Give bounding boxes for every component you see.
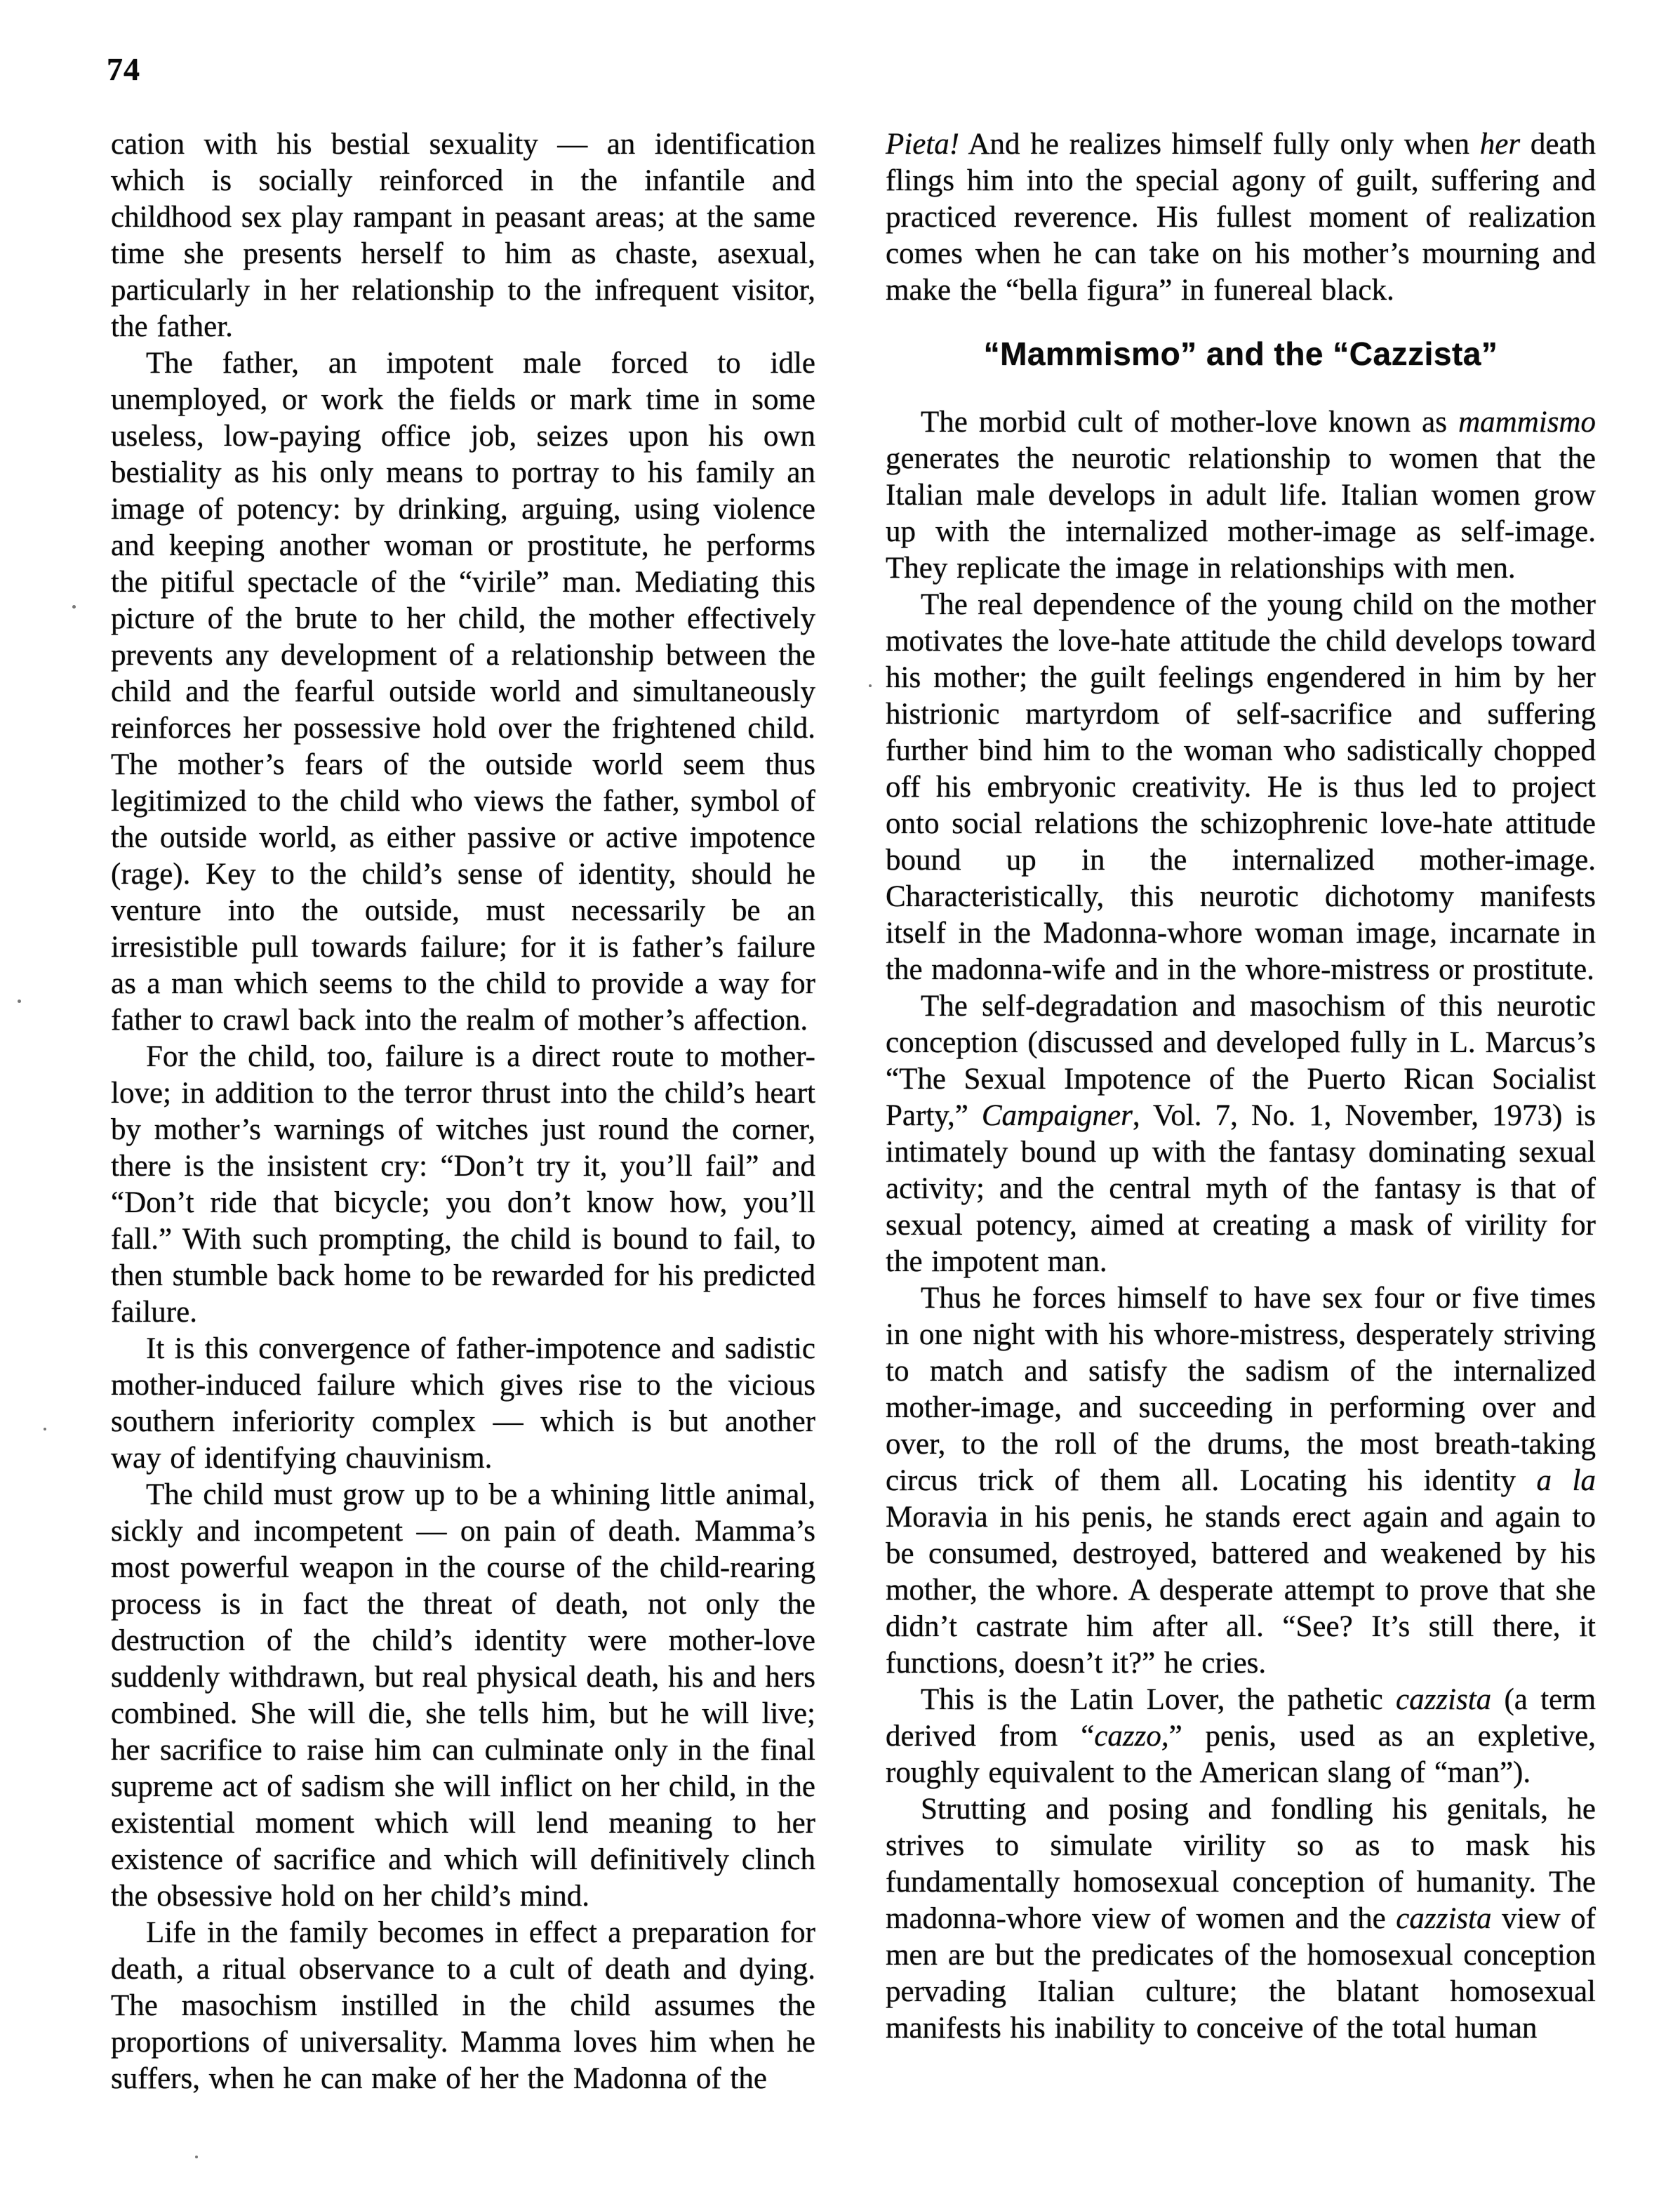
page-number: 74 (107, 51, 140, 87)
paragraph: The morbid cult of mother-love known as mammismo generates the neurotic relationship to women that the Italian male develops in adult life. Italian women grow up with the internalized mother-image as self-image. They replicate the image in relationships with men. (886, 406, 1596, 585)
paragraph: This is the Latin Lover, the pathetic cazzista (a term derived from “cazzo,” penis, used as an expletive, roughly equivalent to the American slang of “man”). (886, 1683, 1596, 1789)
paragraph: The father, an impotent male forced to idle unemployed, or work the fields or mark time in some useless, low-paying office job, seizes upon his own bestiality as his only means to portray to his family an image of potency: by drinking, arguing, using violence and keeping another woman or prostitute, he performs the pitiful spectacle of the “virile” man. Mediating this picture of the brute to her child, the mother effectively prevents any development of a relationship between the child and the fearful outside world and simultaneously reinforces her possessive hold over the frightened child. The mother’s fears of the outside world seem thus legitimized to the child who views the father, symbol of the outside world, as either passive or active impotence (rage). Key to the child’s sense of identity, should he venture into the outside, must necessarily be an irresistible pull towards failure; for it is father’s failure as a man which seems to the child to provide a way for father to crawl back into the realm of mother’s affection. (111, 347, 815, 1037)
paragraph: The real dependence of the young child on the mother motivates the love-hate attitude the child develops toward his mother; the guilt feelings engendered in him by her histrionic martyrdom of self-sacrifice and suffering further bind him to the woman who sadistically chopped off his embryonic creativity. He is thus led to project onto social relations the schizophrenic love-hate attitude bound up in the internalized mother-image. Characteristically, this neurotic dichotomy manifests itself in the Madonna-whore woman image, incarnate in the madonna-wife and in the whore-mistress or prostitute. (886, 588, 1596, 986)
scan-speckle (869, 684, 872, 687)
paragraph: It is this convergence of father-impotence and sadistic mother-induced failure which gives rise to the vicious southern inferiority complex — which is but another way of identifying chauvinism. (111, 1332, 815, 1475)
paragraph: Pieta! And he realizes himself fully only when her death flings him into the special agony of guilt, suffering and practiced reverence. His fullest moment of realization comes when he can take on his mother’s mourning and make the “bella figura” in funereal black. (886, 128, 1596, 307)
section-heading: “Mammismo” and the “Cazzista” (983, 336, 1498, 372)
scan-speckle (195, 2156, 198, 2158)
paragraph: Strutting and posing and fondling his genitals, he strives to simulate virility so as to mask his fundamentally homosexual conception of humanity. The madonna-whore view of women and the cazzista view of men are but the predicates of the homosexual conception pervading Italian culture; the blatant homosexual manifests his inability to conceive of the total human (886, 1793, 1596, 2045)
paragraph: The self-degradation and masochism of this neurotic conception (discussed and developed fully in L. Marcus’s “The Sexual Impotence of the Puerto Rican Socialist Party,” Campaigner, Vol. 7, No. 1, November, 1973) is intimately bound up with the fantasy dominating sexual activity; and the central myth of the fantasy is that of sexual potency, aimed at creating a mask of virility for the impotent man. (886, 990, 1596, 1278)
scan-speckle (44, 1428, 46, 1430)
paragraph: Thus he forces himself to have sex four or five times in one night with his whore-mistress, desperately striving to match and satisfy the sadism of the internalized mother-image, and succeeding in performing over and over, to the roll of the drums, the most breath-taking circus trick of them all. Locating his identity a la Moravia in his penis, he stands erect again and again to be consumed, destroyed, battered and weakened by his mother, the whore. A desperate attempt to prove that she didn’t castrate him after all. “See? It’s still there, it functions, doesn’t it?” he cries. (886, 1282, 1596, 1680)
paragraph: cation with his bestial sexuality — an identification which is socially reinforced in the infantile and childhood sex play rampant in peasant areas; at the same time she presents herself to him as chaste, asexual, particularly in her relationship to the infrequent visitor, the father. (111, 128, 815, 343)
paragraph: The child must grow up to be a whining little animal, sickly and incompetent — on pain of death. Mamma’s most powerful weapon in the course of the child-rearing process is in fact the threat of death, not only the destruction of the child’s identity were mother-love suddenly withdrawn, but real physical death, his and hers combined. She will die, she tells him, but he will live; her sacrifice to raise him can culminate only in the final supreme act of sadism she will inflict on her child, in the existential moment which will lend meaning to her existence of sacrifice and which will definitively clinch the obsessive hold on her child’s mind. (111, 1478, 815, 1913)
text-column-right (886, 126, 1596, 2047)
scan-speckle (18, 1000, 21, 1003)
paragraph: Life in the family becomes in effect a preparation for death, a ritual observance to a cult of death and dying. The masochism instilled in the child assumes the proportions of universality. Mamma loves him when he suffers, when he can make of her the Madonna of the (111, 1916, 815, 2095)
paragraph: For the child, too, failure is a direct route to mother-love; in addition to the terror thrust into the child’s heart by mother’s warnings of witches just round the corner, there is the insistent cry: “Don’t try it, you’ll fail” and “Don’t ride that bicycle; you don’t know how, you’ll fall.” With such prompting, the child is bound to fail, to then stumble back home to be rewarded for his predicted failure. (111, 1040, 815, 1329)
scan-speckle (72, 605, 76, 609)
text-column-left (111, 126, 815, 2097)
